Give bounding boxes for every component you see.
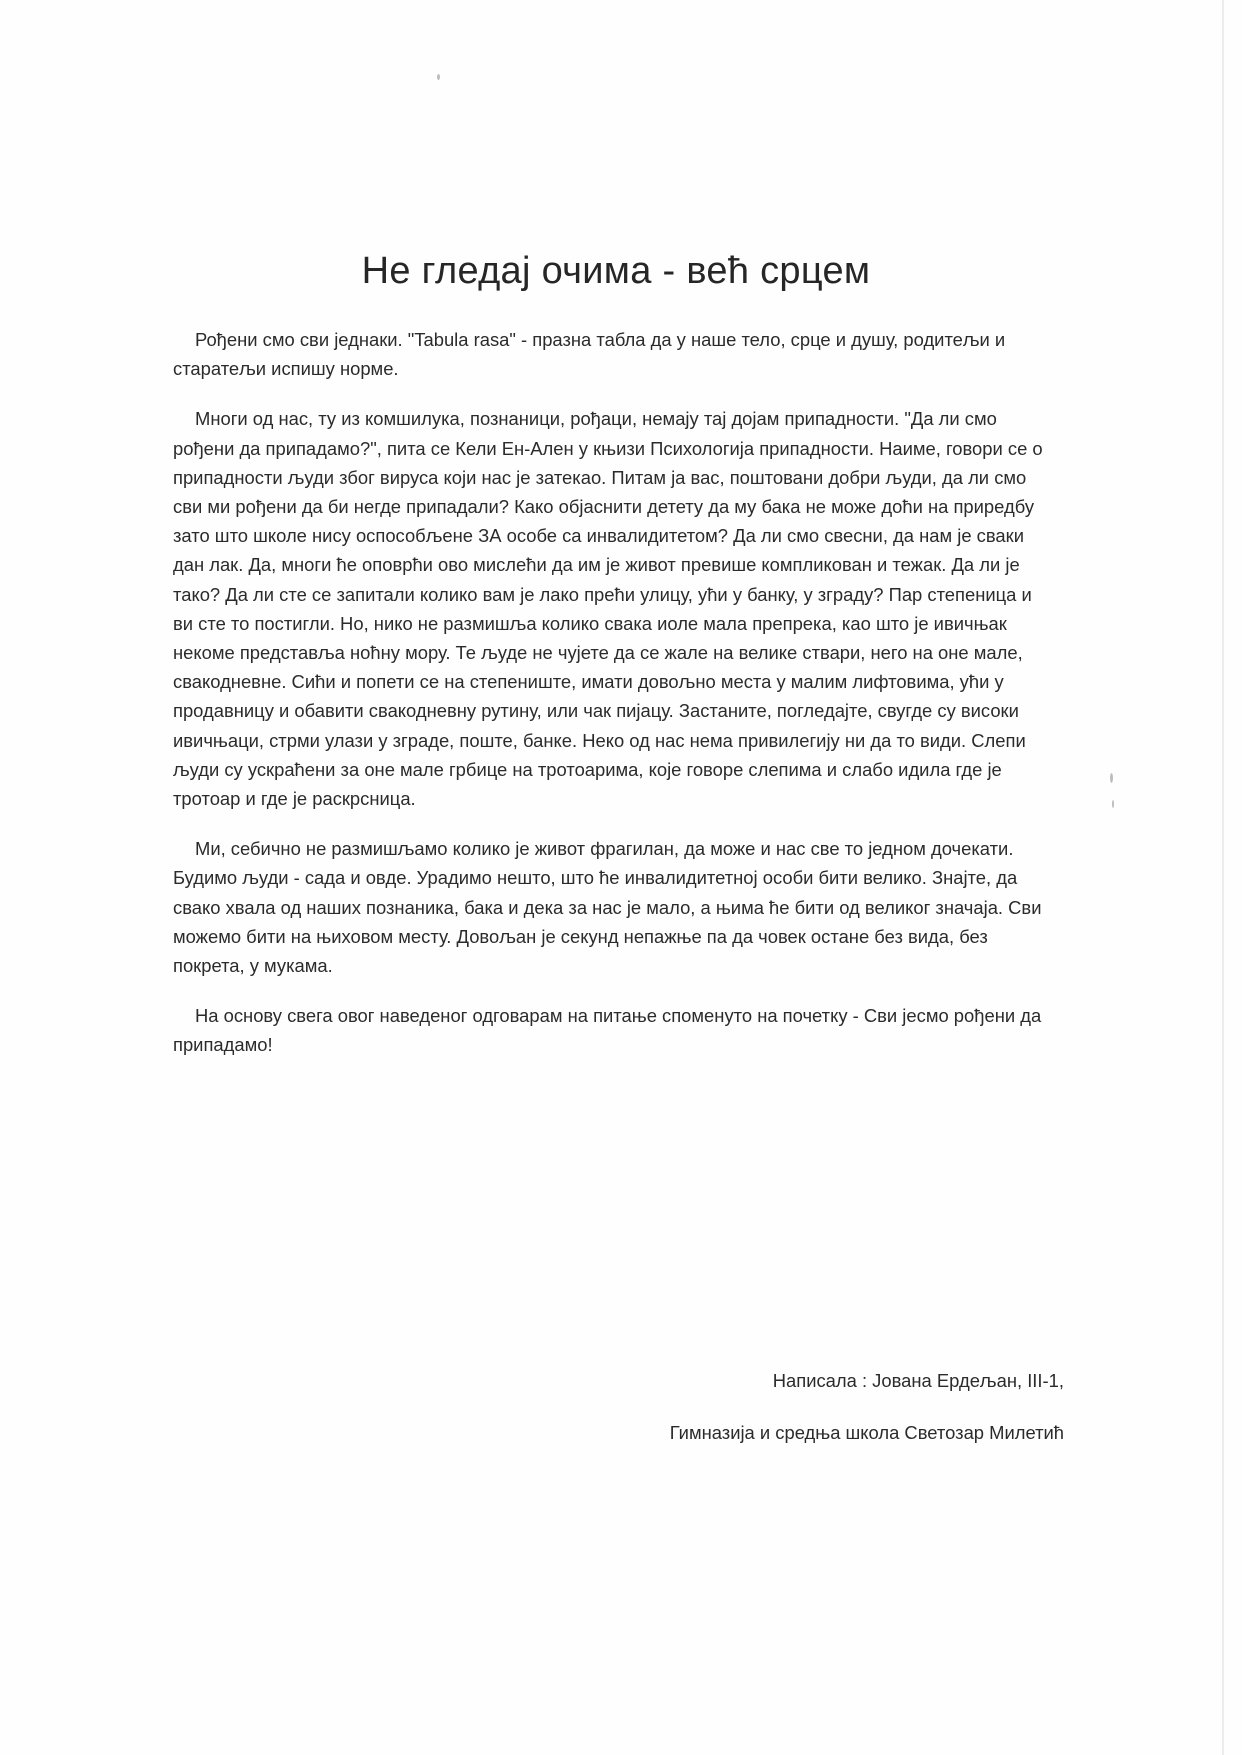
essay-body	[173, 325, 1053, 1081]
paragraph: Рођени смо сви једнаки. "Tabula rasa" - празна табла да у наше тело, срце и душу, родитељи и старатељи испишу норме.	[173, 329, 1006, 380]
paragraph: Ми, себично не размишљамо колико је живот фрагилан, да може и нас све то једном дочекати. Будимо људи - сада и овде. Урадимо нешто, што ће инвалидитетној особи бити велико. Знајте, да свако хвала од наших познаника, бака и дека за нас је мало, а њима ће бити од великог значаја. Сви можемо бити на њиховом месту. Довољан је секунд непажње па да човек остане без вида, без покрета, у мукама.	[173, 838, 1042, 977]
document-title: Не гледај очима - већ срцем	[361, 250, 871, 292]
school-line: Гимназија и средња школа Светозар Милетић	[669, 1422, 1064, 1443]
author-line: Написала : Јована Ердељан, III-1,	[772, 1370, 1064, 1391]
signature-block	[670, 1370, 1064, 1474]
scan-speck	[1112, 800, 1114, 808]
paragraph: На основу свега овог наведеног одговарам на питање споменуто на почетку - Сви јесмо рођени да припадамо!	[173, 1005, 1042, 1056]
scan-speck	[1110, 773, 1113, 783]
scan-speck	[437, 74, 440, 80]
paragraph: Многи од нас, ту из комшилука, познаници, рођаци, немају тај дојам припадности. "Да ли смо рођени да припадамо?", пита се Кели Ен-Ален у књизи Психологија припадности. Наиме, говори се о припадности људи због вируса који нас је затекао. Питам ја вас, поштовани добри људи, да ли смо сви ми рођени да би негде припадали? Како објаснити детету да му бака не може доћи на приредбу зато што школе нису оспособљене ЗА особе са инвалидитетом? Да ли смо свесни, да нам је сваки дан лак. Да, многи ће оповрћи ово мислећи да им је живот превише компликован и тежак. Да ли је тако? Да ли сте се запитали колико вам је лако прећи улицу, ући у банку, у зграду? Пар степеница и ви сте то постигли. Но, нико не размишља колико свака иоле мала препрека, као што је ивичњак некоме представља ноћну мору. Те људе не чујете да се жале на велике ствари, него на оне мале, свакодневне. Сићи и попети се на степениште, имати довољно места у малим лифтовима, ући у продавницу и обавити свакодневну рутину, или чак пијацу. Застаните, погледајте, свугде су високи ивичњаци, стрми улази у зграде, поште, банке. Неко од нас нема привилегију ни да то види. Слепи људи су ускраћени за оне мале грбице на тротоарима, које говоре слепима и слабо идила где је тротоар и где је раскрсница.	[173, 408, 1043, 810]
